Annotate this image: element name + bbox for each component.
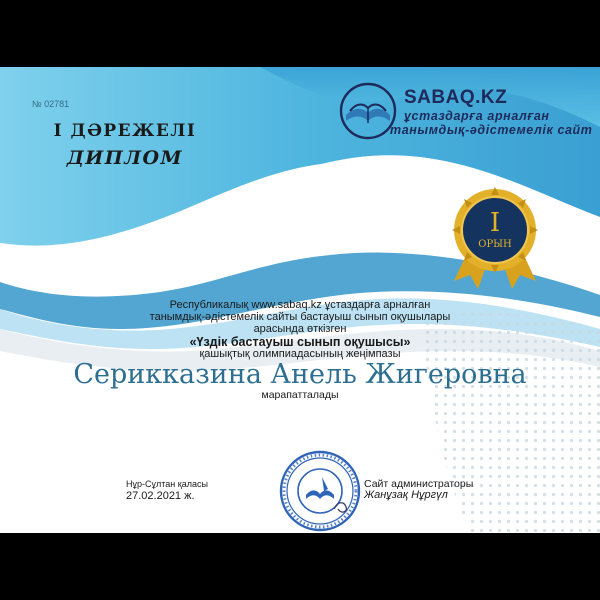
winner-line: қашықтық олимпиадасының жеңімпазы <box>199 348 401 360</box>
intro-line-2: танымдық-әдістемелік сайты бастауыш сынып оқушылары <box>149 311 451 323</box>
medal-icon <box>440 185 550 291</box>
competition-name: «Үздік бастауыш сынып оқушысы» <box>189 335 411 349</box>
brand-tagline-1: ұстаздарға арналған <box>404 109 550 123</box>
recipient-name: Серикказина Анель Жигеровна <box>73 359 527 390</box>
diploma-certificate <box>0 67 600 533</box>
brand-tagline-2: танымдық-әдістемелік сайт <box>390 123 593 137</box>
admin-role: Сайт администраторы <box>364 478 474 490</box>
degree-title: І ДӘРЕЖЕЛІ <box>53 121 197 141</box>
medal-label: ОРЫН <box>478 239 512 250</box>
book-logo-icon <box>338 81 398 141</box>
city-label: Нұр-Сұлтан қаласы <box>126 479 208 489</box>
certificate-serial: № 02781 <box>32 99 70 109</box>
intro-line-3: арасында өткізген <box>253 323 347 335</box>
stamp-icon <box>276 449 364 533</box>
issue-date: 27.02.2021 ж. <box>126 490 195 502</box>
brand-name: SABAQ.KZ <box>404 87 508 108</box>
awarded-text: марапатталады <box>261 389 339 401</box>
medal-numeral: I <box>489 208 501 238</box>
admin-name: Жанұзақ Нұргүл <box>364 489 448 501</box>
diploma-title: ДИПЛОМ <box>66 147 184 169</box>
intro-line-1: Республикалық www.sabaq.kz ұстаздарға арналған <box>169 299 431 311</box>
